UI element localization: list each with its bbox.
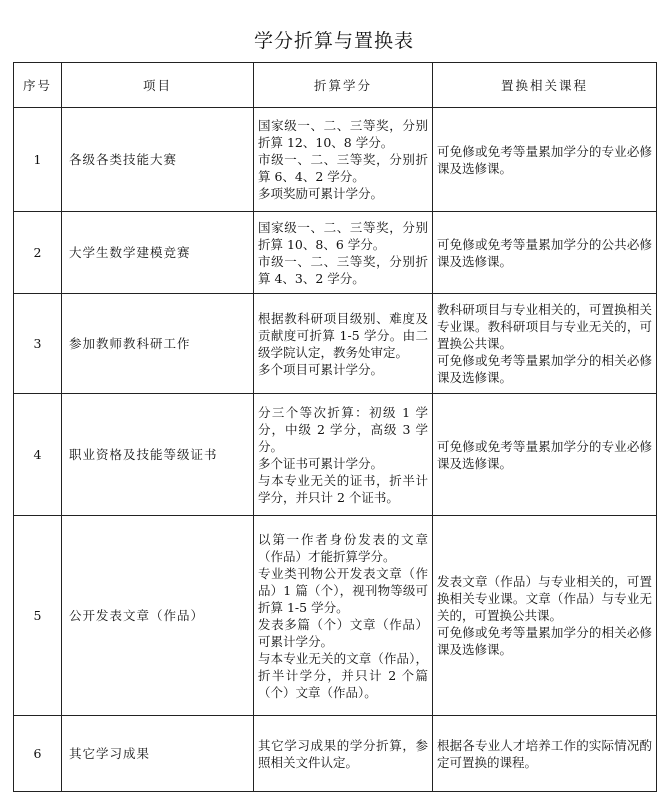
conversion-cell [254, 394, 433, 516]
row-number: 4 [14, 394, 62, 516]
substitution-line: 教科研项目与专业相关的，可置换相关专业课。教科研项目与专业无关的，可置换公共课。 [437, 302, 652, 351]
substitution-cell [433, 108, 657, 212]
page-title: 学分折算与置换表 [253, 30, 414, 52]
row-item: 其它学习成果 [62, 716, 254, 792]
row-number: 5 [14, 516, 62, 716]
substitution-cell [433, 394, 657, 516]
conversion-line: 根据教科研项目级别、难度及贡献度可折算 1-5 学分。由二级学院认定，教务处审定。 [258, 310, 428, 360]
substitution-line: 可免修或免考等量累加学分的专业必修课及选修课。 [437, 143, 652, 176]
conversion-line: 分三个等次折算：初级 1 学分，中级 2 学分，高级 3 学分。 [258, 404, 428, 454]
conversion-cell [254, 108, 433, 212]
header-row [14, 63, 657, 108]
conversion-cell [254, 294, 433, 394]
substitution-line: 可免修或免考等量累加学分的专业必修课及选修课。 [437, 438, 652, 471]
row-number: 6 [14, 716, 62, 792]
table-row [14, 716, 657, 792]
conversion-line: 与本专业无关的证书，折半计学分，并只计 2 个证书。 [258, 472, 428, 505]
conversion-line: 专业类刊物公开发表文章（作品）1 篇（个），视刊物等级可折算 1-5 学分。 [258, 565, 428, 615]
substitution-line: 可免修或免考等量累加学分的相关必修课及选修课。 [437, 353, 652, 385]
row-item: 参加教师教科研工作 [62, 294, 254, 394]
conversion-cell [254, 212, 433, 294]
conversion-line: 市级一、二、三等奖，分别折算 4、3、2 学分。 [258, 253, 428, 286]
table-row [14, 516, 657, 716]
table-row [14, 212, 657, 294]
conversion-line: 市级一、二、三等奖，分别折算 6、4、2 学分。 [258, 152, 428, 184]
header-no: 序号 [14, 63, 62, 108]
conversion-line: 国家级一、二、三等奖，分别折算 10、8、6 学分。 [258, 219, 428, 252]
header-substitution: 置换相关课程 [433, 63, 657, 108]
substitution-line: 可免修或免考等量累加学分的相关必修课及选修课。 [437, 625, 652, 657]
conversion-cell [254, 716, 433, 792]
row-item: 大学生数学建模竞赛 [62, 212, 254, 294]
row-number: 2 [14, 212, 62, 294]
conversion-line: 国家级一、二、三等奖，分别折算 12、10、8 学分。 [258, 118, 428, 150]
row-item: 各级各类技能大赛 [62, 108, 254, 212]
substitution-cell [433, 516, 657, 716]
credit-conversion-table [13, 62, 657, 792]
conversion-line: 以第一作者身份发表的文章（作品）才能折算学分。 [258, 531, 428, 564]
header-conversion: 折算学分 [254, 63, 433, 108]
conversion-line: 多个项目可累计学分。 [258, 361, 384, 377]
row-number: 1 [14, 108, 62, 212]
row-item: 职业资格及技能等级证书 [62, 394, 254, 516]
conversion-line: 发表多篇（个）文章（作品）可累计学分。 [258, 616, 428, 649]
conversion-line: 多个证书可累计学分。 [258, 455, 384, 471]
table-row [14, 294, 657, 394]
conversion-line: 多项奖励可累计学分。 [258, 186, 384, 201]
conversion-line: 与本专业无关的文章（作品），折半计学分，并只计 2 个篇（个）文章（作品）。 [258, 650, 428, 700]
substitution-cell [433, 212, 657, 294]
substitution-cell [433, 716, 657, 792]
substitution-cell [433, 294, 657, 394]
header-item: 项目 [62, 63, 254, 108]
substitution-line: 发表文章（作品）与专业相关的，可置换相关专业课。文章（作品）与专业无关的，可置换公共课。 [437, 574, 652, 623]
substitution-line: 可免修或免考等量累加学分的公共必修课及选修课。 [437, 236, 652, 269]
row-number: 3 [14, 294, 62, 394]
conversion-line: 其它学习成果的学分折算，参照相关文件认定。 [258, 737, 428, 770]
substitution-line: 根据各专业人才培养工作的实际情况酌定可置换的课程。 [437, 737, 652, 770]
table-row [14, 108, 657, 212]
row-item: 公开发表文章（作品） [62, 516, 254, 716]
table-row [14, 394, 657, 516]
conversion-cell [254, 516, 433, 716]
